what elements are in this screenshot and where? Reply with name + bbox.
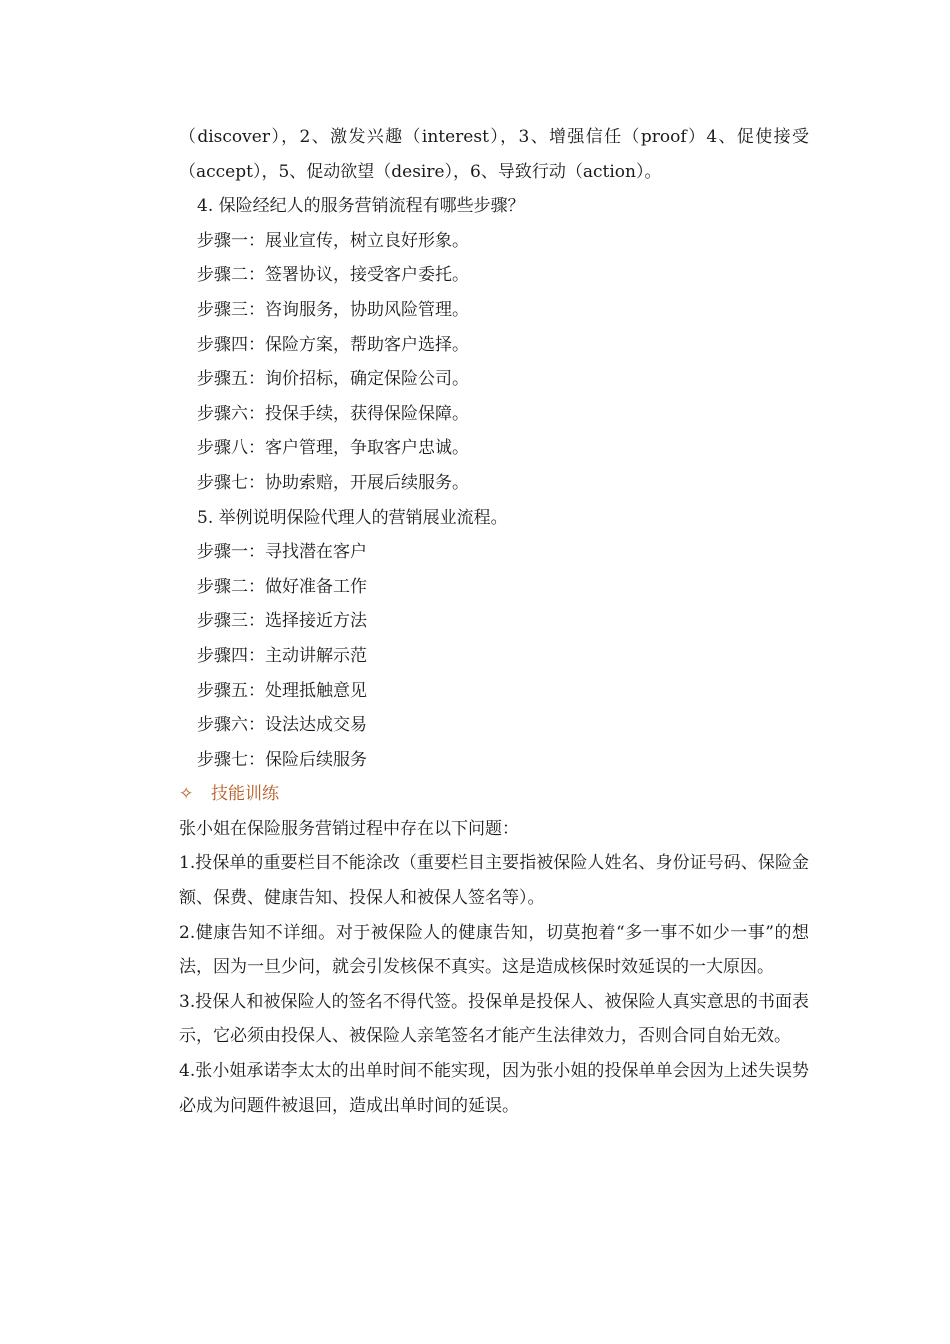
skills-item: 1.投保单的重要栏目不能涂改（重要栏目主要指被保险人姓名、身份证号码、保险金额、保费、健康告知、投保人和被保人签名等）。 [179,853,809,909]
q4-step: 步骤七：协助索赔，开展后续服务。 [197,472,469,493]
section-heading-title: 技能训练 [211,784,279,805]
q4-step: 步骤六：投保手续，获得保险保障。 [197,403,469,424]
intro-line: （discover），2、激发兴趣（interest），3、增强信任（proof）4、促使接受 [179,127,809,147]
q4-step: 步骤四：保险方案，帮助客户选择。 [197,334,469,355]
diamond-bullet-icon: ✧ [179,784,194,805]
q4-step: 步骤五：询价招标，确定保险公司。 [197,369,469,390]
q5-step: 步骤六：设法达成交易 [197,715,367,736]
question-4-title: 4. 保险经纪人的服务营销流程有哪些步骤？ [197,196,525,217]
q4-step: 步骤八：客户管理，争取客户忠诚。 [197,438,469,459]
q5-step: 步骤七：保险后续服务 [197,749,367,770]
q5-step: 步骤三：选择接近方法 [197,611,367,632]
q5-step: 步骤五：处理抵触意见 [197,680,367,701]
skills-intro: 张小姐在保险服务营销过程中存在以下问题： [179,818,519,839]
section-heading [179,777,809,812]
document-content [179,120,809,1123]
skills-item: 3.投保人和被保险人的签名不得代签。投保单是投保人、被保险人真实意思的书面表示，它必须由投保人、被保险人亲笔签名才能产生法律效力，否则合同自始无效。 [179,991,809,1047]
question-5-title: 5. 举例说明保险代理人的营销展业流程。 [197,507,508,528]
q4-step: 步骤二：签署协议，接受客户委托。 [197,265,469,286]
intro-line: （accept），5、促动欲望（desire），6、导致行动（action）。 [179,161,662,182]
q5-step: 步骤二：做好准备工作 [197,576,367,597]
skills-item: 2.健康告知不详细。对于被保险人的健康告知，切莫抱着“多一事不如少一事”的想法，因为一旦少问，就会引发核保不真实。这是造成核保时效延误的一大原因。 [179,922,809,978]
q4-step: 步骤一：展业宣传，树立良好形象。 [197,230,469,251]
q5-step: 步骤一：寻找潜在客户 [197,542,367,563]
skills-item: 4.张小姐承诺李太太的出单时间不能实现，因为张小姐的投保单单会因为上述失误势必成为问题件被退回，造成出单时间的延误。 [179,1061,809,1116]
q4-step: 步骤三：咨询服务，协助风险管理。 [197,299,469,320]
q5-step: 步骤四：主动讲解示范 [197,645,367,666]
